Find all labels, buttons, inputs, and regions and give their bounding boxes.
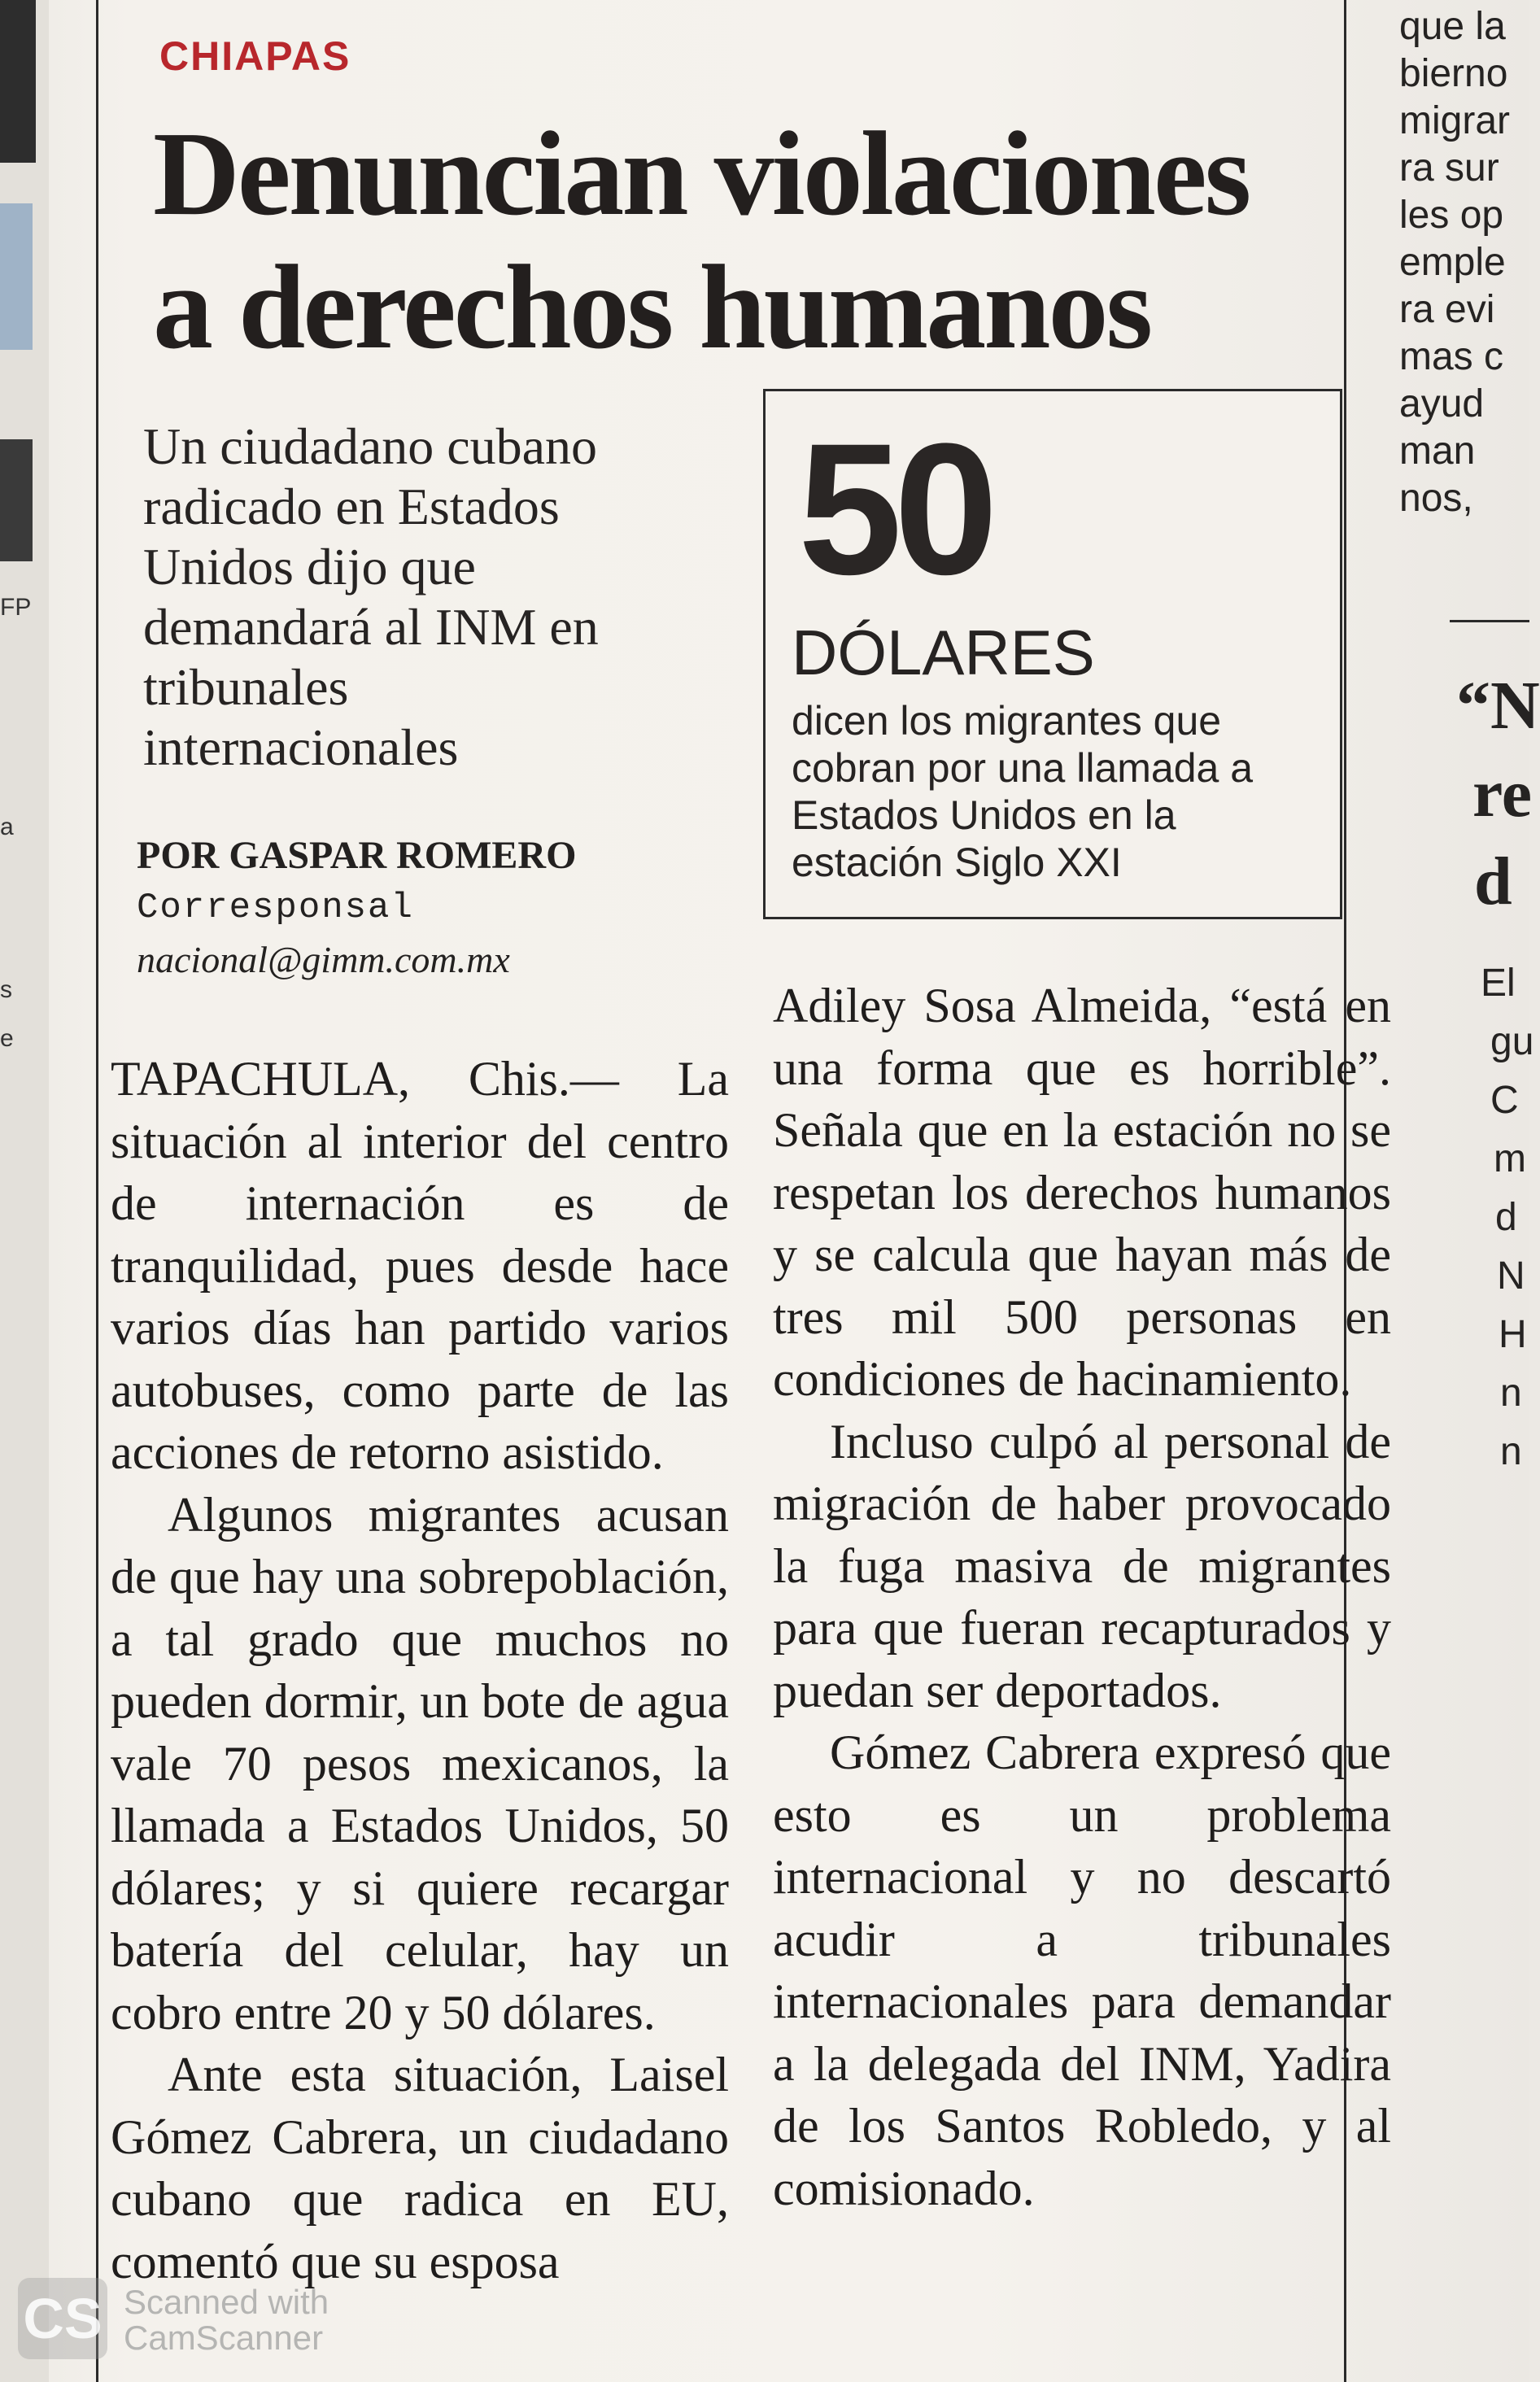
adjacent-text-fragment: migrar [1399,99,1511,142]
adjacent-text-fragment: a [0,814,14,840]
watermark-line: Scanned with [124,2283,329,2321]
article-column-1 [111,1048,729,2293]
adjacent-photo-fragment [0,439,33,561]
adjacent-text-fragment: bierno [1399,52,1508,95]
article-paragraph: Incluso culpó al personal de migración de haber provocado la fuga masiva de migrantes para que fueran recapturados y puedan ser deportados. [773,1414,1391,1717]
adjacent-text-fragment: les op [1399,194,1504,237]
adjacent-page-strip [0,0,49,2382]
stat-number: 50 [798,404,990,613]
adjacent-text-fragment: FP [0,594,32,621]
article-paragraph: Adiley Sosa Almeida, “está en una forma que es horrible”. Señala que en la estación no se respetan los derechos humanos y se calcula que hayan más de tres mil 500 personas en condiciones de hacinamiento. [773,979,1391,1406]
article-column-2 [773,975,1391,2219]
subheadline: Un ciudadano cubano radicado en Estados Unidos dijo que demandará al INM en tribunales internacionales [143,417,599,776]
adjacent-text-fragment: C [1490,1079,1519,1122]
adjacent-text-fragment: H [1499,1313,1527,1356]
author-name: POR GASPAR ROMERO [137,834,577,877]
adjacent-text-fragment: mas c [1399,335,1504,378]
adjacent-text-fragment: El [1481,962,1516,1005]
adjacent-text-fragment: gu [1490,1020,1534,1063]
headline [153,107,1333,374]
adjacent-text-fragment: d [1495,1196,1517,1239]
adjacent-text-fragment: nos, [1399,477,1473,520]
adjacent-text-fragment: m [1494,1137,1526,1180]
adjacent-text-fragment: man [1399,430,1476,473]
adjacent-headline-fragment: “N [1456,668,1540,744]
adjacent-text-fragment: ra evi [1399,288,1495,331]
adjacent-text-fragment: N [1497,1254,1525,1298]
author-email: nacional@gimm.com.mx [137,939,510,980]
adjacent-text-fragment: n [1500,1372,1522,1415]
column-rule [96,0,98,2382]
stat-callout-box [763,389,1342,919]
article-paragraph: Gómez Cabrera expresó que esto es un problema internacional y no descartó acudir a tribunales internacionales para demandar a la delegada del INM, Yadira de los Santos Robledo, y al comisionado. [773,1725,1391,2215]
stat-description: dicen los migrantes que cobran por una llamada a Estados Unidos en la estación Siglo XXI [792,698,1254,885]
headline-line: Denuncian violaciones [153,107,1250,241]
adjacent-headline-fragment: re [1472,756,1533,831]
headline-line: a derechos humanos [153,241,1151,374]
article-paragraph: Ante esta situación, Laisel Gómez Cabrera, un ciudadano cubano que radica en EU, comentó que su esposa [111,2048,729,2288]
article-paragraph: Algunos migrantes acusan de que hay una sobrepoblación, a tal grado que muchos no pueden dormir, un bote de agua vale 70 pesos mexicanos, la llamada a Estados Unidos, 50 dólares; y si quiere recargar batería del celular, hay un cobro entre 20 y 50 dólares. [111,1487,729,2040]
adjacent-text-fragment: ayud [1399,382,1485,425]
author-role: Corresponsal [137,888,414,928]
watermark-line: CamScanner [124,2319,324,2357]
byline [137,830,722,986]
adjacent-article-column [1399,0,1540,2382]
section-label: CHIAPAS [159,33,351,79]
adjacent-text-fragment: s [0,976,12,1003]
adjacent-photo-fragment [0,203,33,350]
adjacent-photo-fragment [0,0,36,163]
stat-unit: DÓLARES [792,617,1095,688]
scanner-watermark [18,2278,408,2359]
adjacent-text-fragment: que la [1399,5,1506,48]
adjacent-text-fragment: ra sur [1399,146,1499,190]
article-paragraph: TAPACHULA, Chis.— La situación al interior del centro de internación es de tranquilidad, pues desde hace varios días han partido varios autobuses, como parte de las acciones de retorno asistido. [111,1052,729,1479]
adjacent-headline-fragment: d [1474,844,1512,919]
adjacent-text-fragment: n [1500,1430,1522,1473]
watermark-text [124,2284,329,2356]
adjacent-text-fragment: e [0,1025,14,1052]
camscanner-logo: CS [18,2278,107,2359]
adjacent-text-fragment: emple [1399,241,1506,284]
